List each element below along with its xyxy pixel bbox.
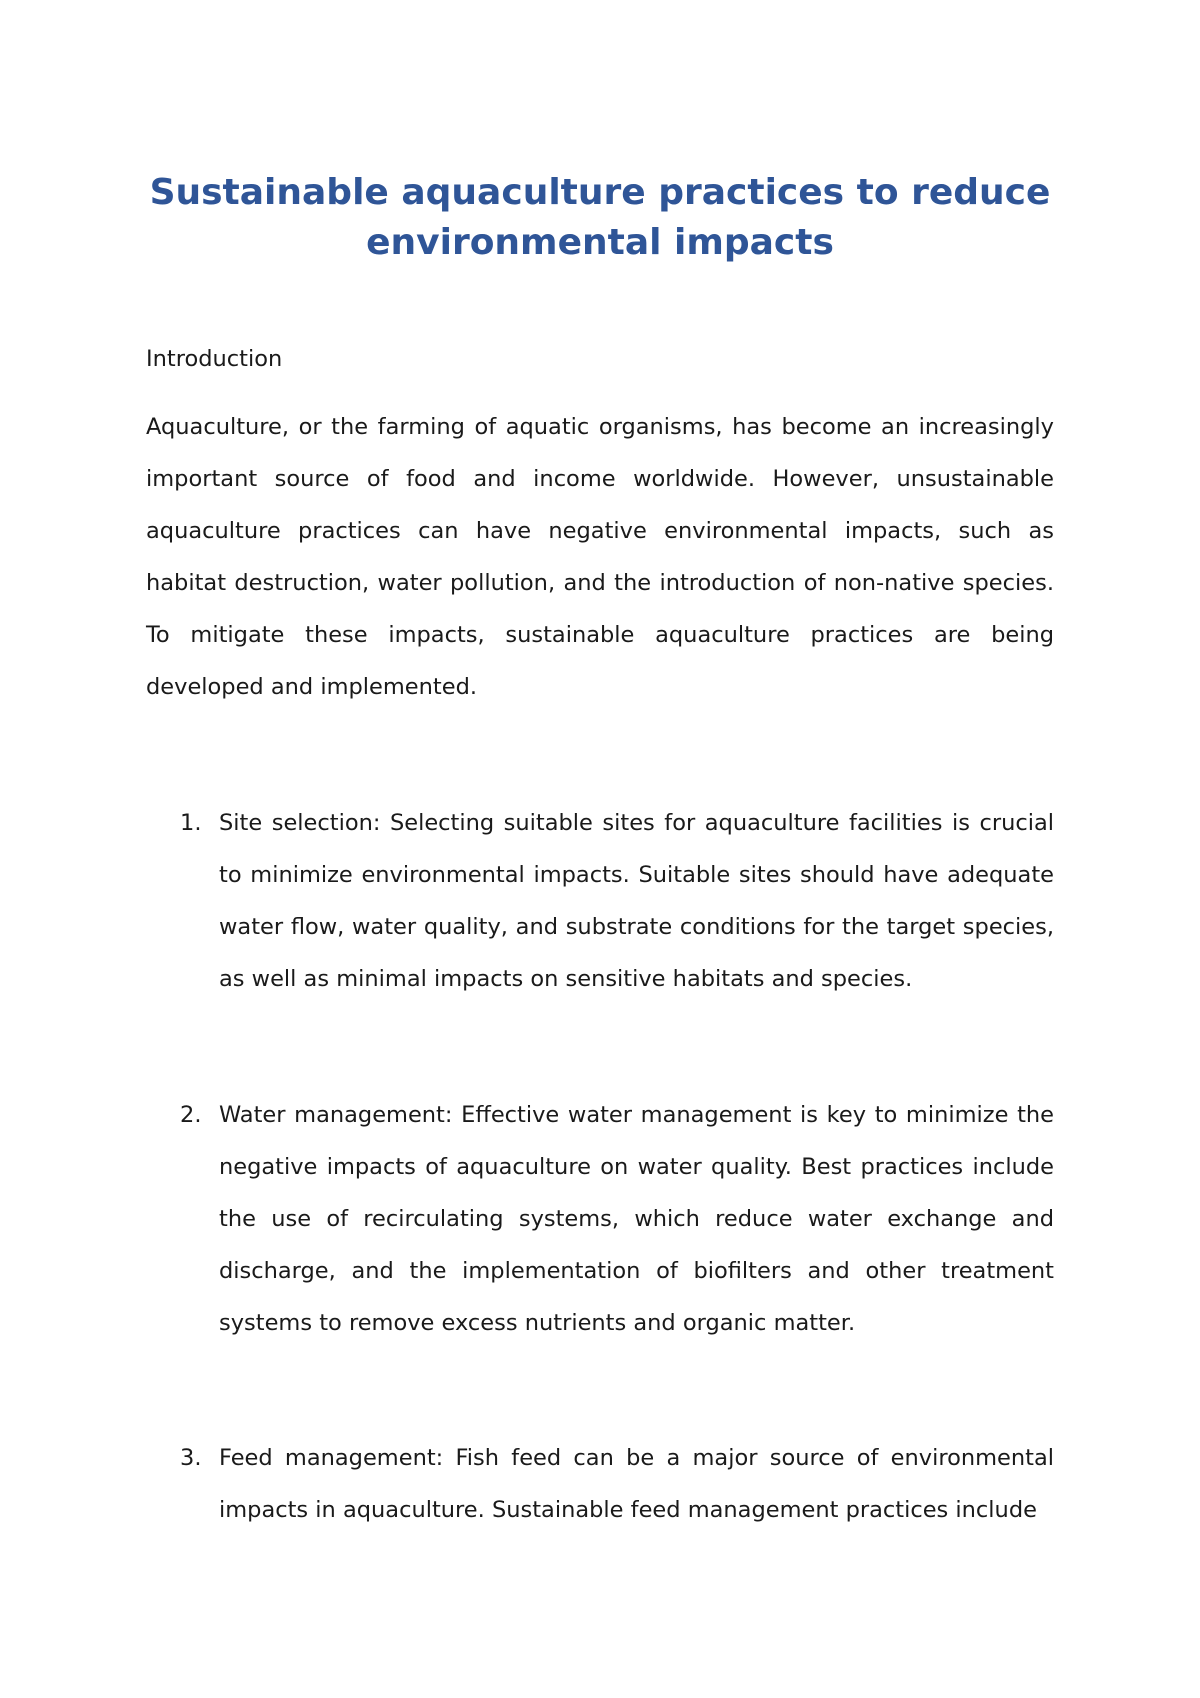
list-item-text: Feed management: Fish feed can be a major source of environmental impacts in aquaculture. Sustainable feed management practices include [219, 1445, 1054, 1523]
list-item-text: Site selection: Selecting suitable sites for aquaculture facilities is crucial to minimize environmental impacts. Suitable sites should have adequate water flow, water quality, and substrate conditions for the target species, as well as minimal impacts on sensitive habitats and species. [219, 810, 1054, 992]
list-item [146, 1089, 1054, 1349]
intro-heading: Introduction [146, 346, 283, 372]
intro-paragraph: Aquaculture, or the farming of aquatic organisms, has become an increasingly important source of food and income worldwide. However, unsustainable aquaculture practices can have negative environmental impacts, such as habitat destruction, water pollution, and the introduction of non-native species. To mitigate these impacts, sustainable aquaculture practices are being developed and implemented. [146, 414, 1054, 700]
document-title: Sustainable aquaculture practices to reduce environmental impacts [149, 172, 1051, 263]
list-item-number: 2. [180, 1102, 202, 1128]
list-item-number: 3. [180, 1445, 202, 1471]
list-item [146, 797, 1054, 1005]
list-item-number: 1. [180, 810, 202, 836]
list-item-text: Water management: Effective water management is key to minimize the negative impacts of aquaculture on water quality. Best practices include the use of recirculating systems, which reduce water exchange and discharge, and the implementation of biofilters and other treatment systems to remove excess nutrients and organic matter. [219, 1102, 1054, 1336]
list-item [146, 1432, 1054, 1536]
